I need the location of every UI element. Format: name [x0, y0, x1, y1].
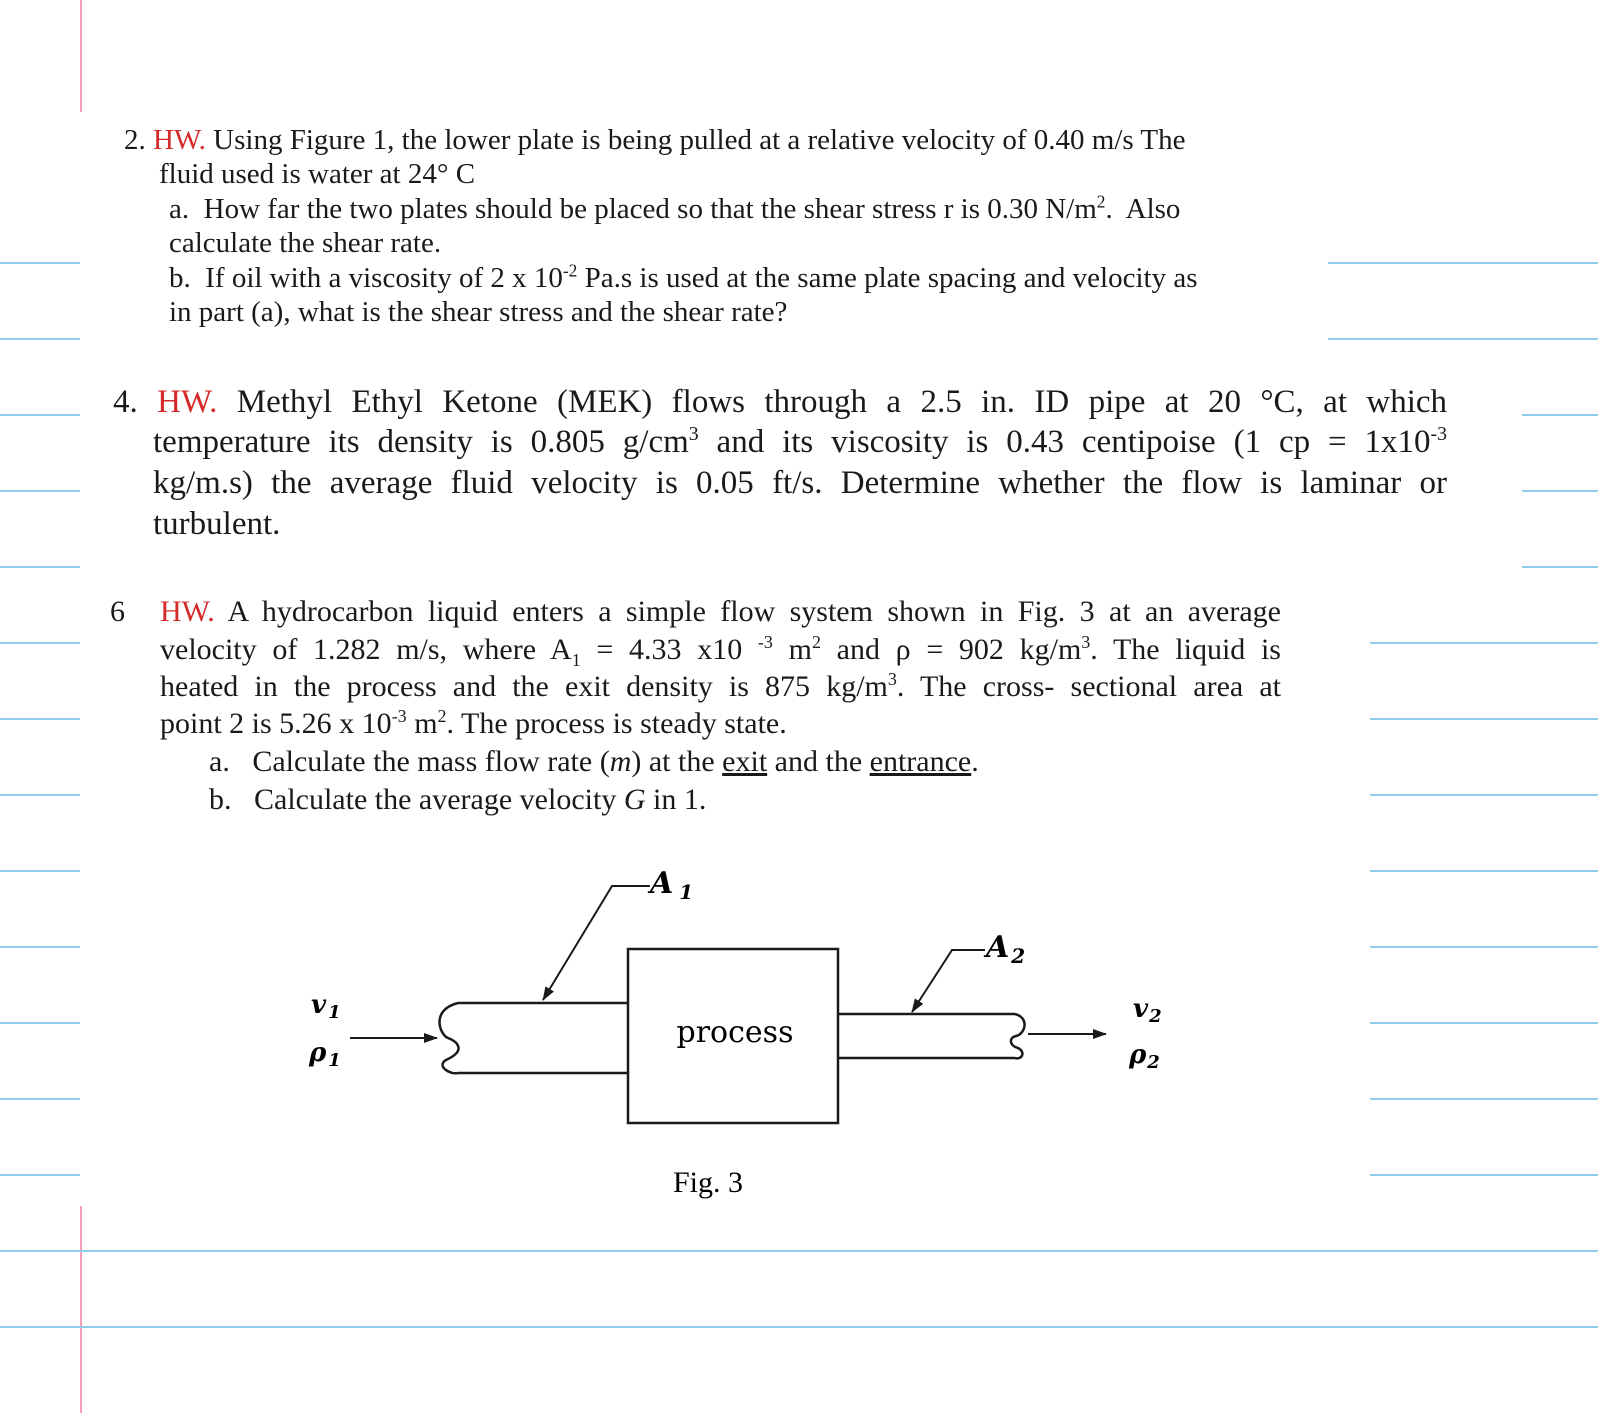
part-text: Calculate the mass flow rate ( — [252, 745, 610, 778]
problem-text: = 4.33 x10 — [580, 633, 758, 666]
label-rho1: ρ 1 — [309, 1038, 341, 1071]
superscript: 3 — [688, 423, 699, 445]
problem-text: . The cross- sectional area at — [896, 670, 1281, 703]
a1-leader-line — [543, 886, 650, 1000]
problem-6-number: 6 — [110, 595, 125, 628]
problem-number: 4. — [113, 384, 138, 420]
underlined-entrance: entrance — [869, 745, 972, 778]
problem-text: temperature its density is 0.805 g/cm — [153, 424, 689, 460]
problem-number: 2. — [124, 124, 146, 156]
part-label: b. — [209, 783, 232, 816]
problem-text: Using Figure 1, the lower plate is being pulled at a relative velocity of 0.40 m/s The — [213, 124, 1186, 156]
hw-tag: HW. — [160, 595, 215, 628]
label-v1: v 1 — [311, 990, 341, 1023]
part-text: If oil with a viscosity of 2 x 10 — [205, 262, 563, 294]
part-text: How far the two plates should be placed so that the shear stress r is 0.30 N/m — [203, 193, 1097, 225]
problem-text: and its viscosity is 0.43 centipoise (1 cp = 1x10 — [698, 424, 1431, 460]
part-text: Pa.s is used at the same plate spacing and velocity as — [577, 262, 1198, 294]
problem-text: velocity of 1.282 m/s, where A — [160, 633, 572, 666]
superscript: -3 — [757, 632, 773, 652]
hw-tag: HW. — [157, 384, 218, 420]
part-text: and the — [767, 745, 870, 778]
part-label: b. — [169, 262, 191, 294]
mass-flow-symbol: m — [609, 745, 632, 778]
label-a1: A $_1$ — [650, 866, 694, 904]
velocity-symbol: G — [623, 783, 646, 816]
part-text: in part (a), what is the shear stress and the shear rate? — [169, 296, 788, 328]
problem-text: kg/m.s) the average fluid velocity is 0.05 ft/s. Determine whether the flow is laminar or — [153, 465, 1447, 501]
part-label: a. — [209, 745, 230, 778]
problem-text: . The process is steady state. — [446, 707, 787, 740]
superscript: 3 — [1081, 632, 1091, 652]
problem-text: Methyl Ethyl Ketone (MEK) flows through a 2.5 in. ID pipe at 20 °C, at which — [236, 384, 1448, 420]
part-text: . Also — [1105, 193, 1181, 225]
part-text: Calculate the average velocity — [254, 783, 624, 816]
part-text: . — [971, 745, 979, 778]
superscript: -2 — [562, 260, 578, 281]
figure-caption: Fig. 3 — [672, 1166, 744, 1199]
underlined-exit: exit — [722, 745, 768, 778]
problem-text: turbulent. — [153, 506, 281, 542]
superscript: 2 — [437, 706, 447, 726]
problem-text: point 2 is 5.26 x 10 — [160, 707, 392, 740]
problem-text: fluid used is water at 24° C — [159, 158, 476, 190]
part-text: calculate the shear rate. — [169, 227, 442, 259]
problem-text: m — [406, 707, 438, 740]
superscript: 2 — [1096, 191, 1106, 212]
part-text: ) at the — [631, 745, 723, 778]
outlet-pipe-break — [1011, 1014, 1025, 1058]
part-label: a. — [169, 193, 190, 225]
superscript: 3 — [887, 669, 897, 689]
label-a2: A $_2$ — [986, 930, 1026, 968]
part-text: in 1. — [645, 783, 707, 816]
superscript: -3 — [391, 706, 407, 726]
problem-text: and ρ = 902 kg/m — [820, 633, 1082, 666]
subscript: 1 — [571, 650, 581, 670]
label-rho2: ρ2 — [1129, 1040, 1160, 1073]
superscript: 2 — [811, 632, 821, 652]
a2-leader-line — [912, 950, 985, 1012]
process-label: process — [676, 1015, 794, 1050]
problem-text: A hydrocarbon liquid enters a simple flow system shown in Fig. 3 at an average — [227, 595, 1281, 628]
problem-text: m — [772, 633, 812, 666]
problem-text: . The liquid is — [1090, 633, 1281, 666]
superscript: -3 — [1430, 423, 1447, 445]
inlet-pipe-break — [440, 1003, 459, 1073]
problem-text: heated in the process and the exit density is 875 kg/m — [160, 670, 888, 703]
hw-tag: HW. — [153, 124, 206, 156]
label-v2: v2 — [1133, 994, 1162, 1027]
